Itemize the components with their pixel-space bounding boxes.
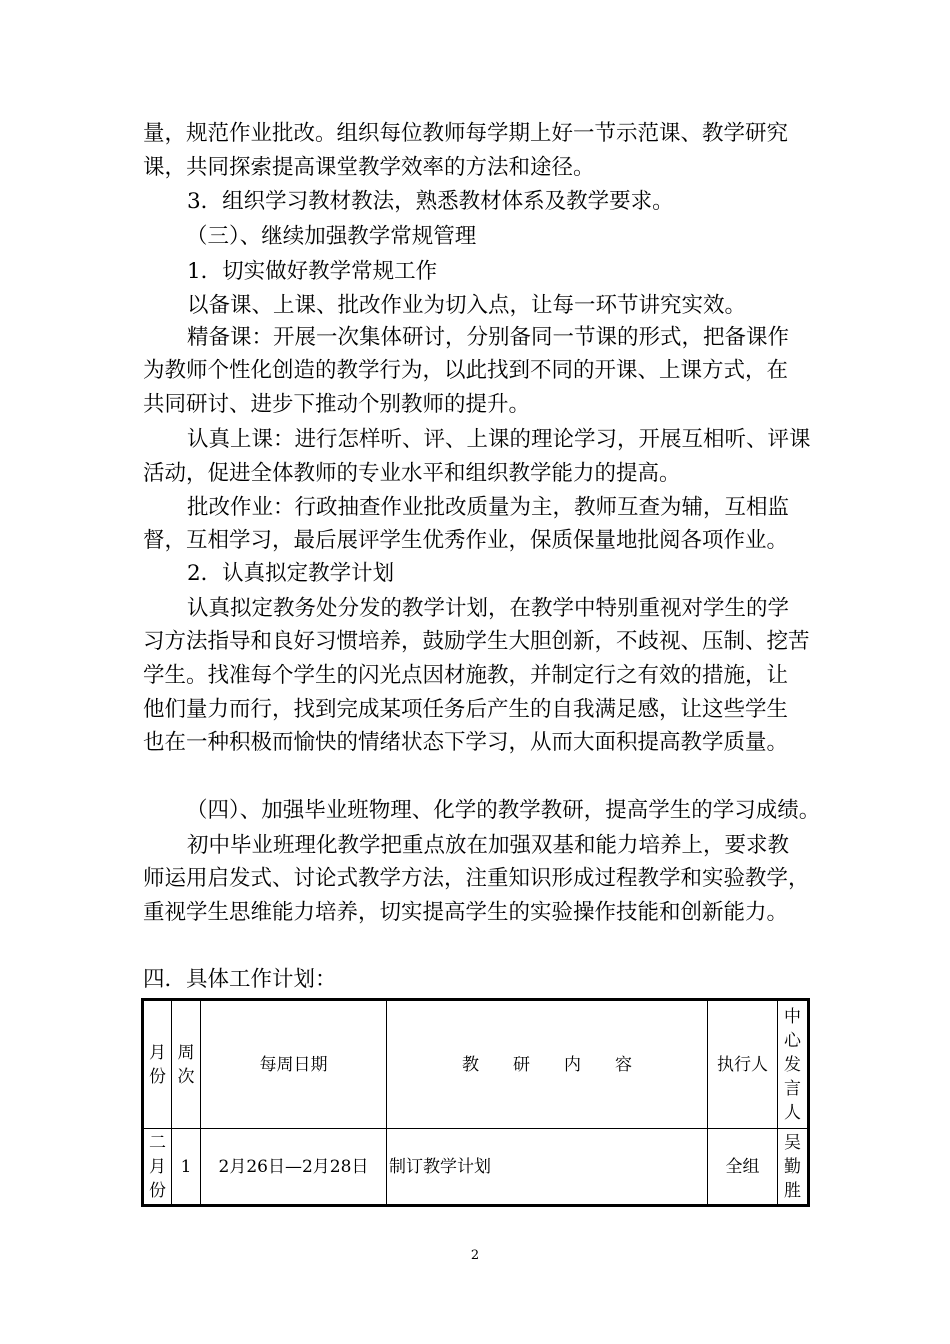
- header-executor: 执行人: [708, 1001, 778, 1129]
- work-plan-table: [143, 1000, 808, 1205]
- subsection-heading: 2．认真拟定教学计划: [187, 561, 395, 586]
- paragraph-line: 师运用启发式、讨论式教学方法，注重知识形成过程教学和实验教学，: [143, 866, 810, 891]
- header-content: 教 研 内 容: [387, 1001, 708, 1129]
- table-row: [144, 1129, 808, 1205]
- cell-month: 二月份: [144, 1129, 172, 1205]
- paragraph-line: 共同研讨、进步下推动个别教师的提升。: [143, 392, 531, 417]
- paragraph-line: 课，共同探索提高课堂教学效率的方法和途径。: [143, 155, 595, 180]
- table-header-row: [144, 1001, 808, 1129]
- paragraph-line: 督，互相学习，最后展评学生优秀作业，保质保量地批阅各项作业。: [143, 528, 789, 553]
- paragraph-line: 活动，促进全体教师的专业水平和组织教学能力的提高。: [143, 461, 681, 486]
- paragraph-line: 认真拟定教务处分发的教学计划，在教学中特别重视对学生的学: [187, 596, 790, 621]
- section-heading: （四）、加强毕业班物理、化学的教学教研，提高学生的学习成绩。: [186, 798, 821, 823]
- cell-speaker: 吴勤胜: [778, 1129, 808, 1205]
- header-week: 周次: [172, 1001, 201, 1129]
- paragraph-line: 重视学生思维能力培养，切实提高学生的实验操作技能和创新能力。: [143, 900, 789, 925]
- page-number: 2: [470, 1248, 480, 1263]
- cell-dates: 2月26日—2月28日: [201, 1129, 387, 1205]
- section-heading: 四．具体工作计划：: [143, 967, 337, 992]
- paragraph-line: 他们量力而行，找到完成某项任务后产生的自我满足感，让这些学生: [143, 697, 789, 722]
- cell-content: 制订教学计划: [387, 1129, 708, 1205]
- header-dates: 每周日期: [201, 1001, 387, 1129]
- paragraph-line: 批改作业：行政抽查作业批改质量为主，教师互查为辅，互相监: [187, 495, 790, 520]
- header-speaker: 中心发言人: [778, 1001, 808, 1129]
- paragraph-line: 也在一种积极而愉快的情绪状态下学习，从而大面积提高教学质量。: [143, 730, 789, 755]
- subsection-heading: 1．切实做好教学常规工作: [187, 259, 438, 284]
- paragraph-line: 习方法指导和良好习惯培养，鼓励学生大胆创新，不歧视、压制、挖苦: [143, 629, 810, 654]
- cell-week: 1: [172, 1129, 201, 1205]
- section-heading: （三）、继续加强教学常规管理: [186, 224, 477, 249]
- cell-executor: 全组: [708, 1129, 778, 1205]
- paragraph-line: 精备课：开展一次集体研讨，分别备同一节课的形式，把备课作: [187, 325, 790, 350]
- paragraph-line: 3．组织学习教材教法，熟悉教材体系及教学要求。: [187, 189, 674, 214]
- header-month: 月份: [144, 1001, 172, 1129]
- paragraph-line: 量，规范作业批改。组织每位教师每学期上好一节示范课、教学研究: [143, 121, 789, 146]
- paragraph-line: 学生。找准每个学生的闪光点因材施教，并制定行之有效的措施，让: [143, 663, 789, 688]
- paragraph-line: 初中毕业班理化教学把重点放在加强双基和能力培养上，要求教: [187, 833, 790, 858]
- paragraph-line: 为教师个性化创造的教学行为，以此找到不同的开课、上课方式，在: [143, 358, 789, 383]
- paragraph-line: 以备课、上课、批改作业为切入点，让每一环节讲究实效。: [187, 293, 747, 318]
- paragraph-line: 认真上课：进行怎样听、评、上课的理论学习，开展互相听、评课: [187, 427, 811, 452]
